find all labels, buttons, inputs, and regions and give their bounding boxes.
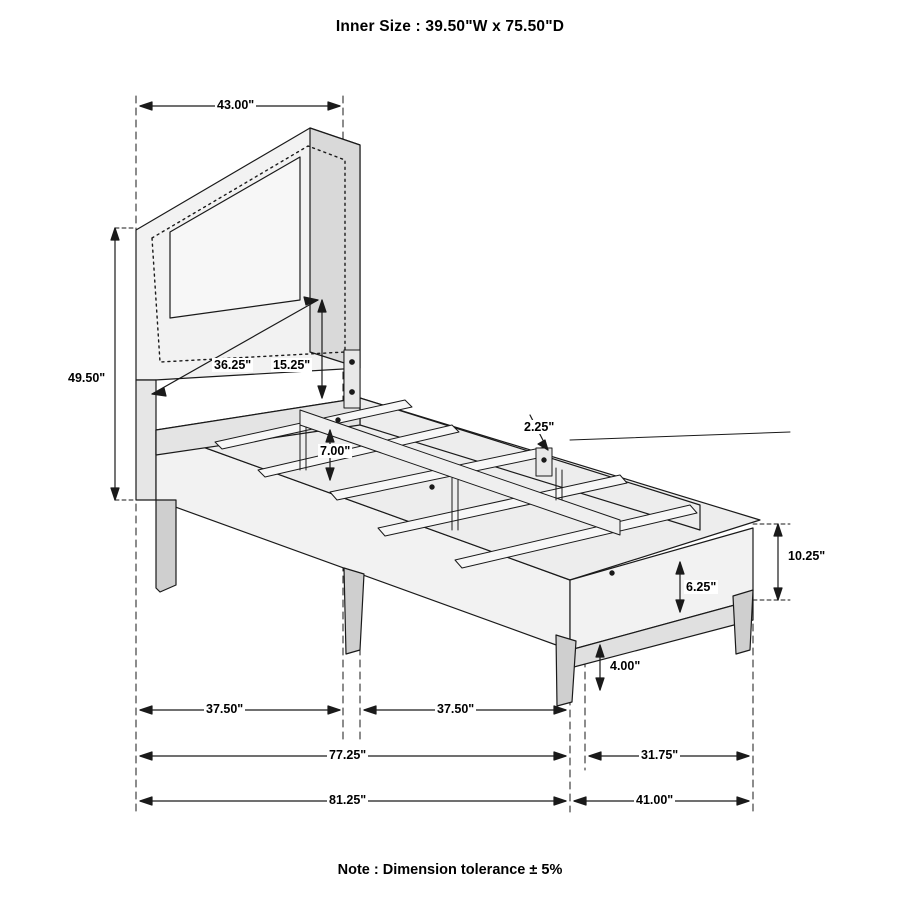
bracket-headboard — [344, 350, 360, 408]
dim-label-bracket-height: 2.25" — [524, 420, 555, 434]
leg-front-left — [156, 500, 176, 592]
reference-line-right — [570, 432, 790, 440]
dim-label-overall-height: 49.50" — [68, 371, 106, 385]
dim-label-headboard-panel-height: 36.25" — [214, 358, 252, 372]
bolt-1 — [350, 360, 355, 365]
leg-front-right — [556, 635, 576, 706]
dim-label-rear-half: 37.50" — [437, 702, 475, 716]
bolt-3 — [542, 458, 546, 462]
dim-label-footboard-depth: 31.75" — [641, 748, 679, 762]
dim-label-inner-length: 77.25" — [329, 748, 367, 762]
dim-label-headboard-width: 43.00" — [217, 98, 255, 112]
tolerance-note: Note : Dimension tolerance ± 5% — [337, 862, 563, 878]
dim-label-side-rail-height: 10.25" — [788, 549, 826, 563]
page-title: Inner Size : 39.50"W x 75.50"D — [335, 18, 565, 35]
dimline-leg-height — [596, 645, 604, 690]
dim-label-rail-to-headboard: 15.25" — [273, 358, 311, 372]
dim-label-overall-depth: 41.00" — [636, 793, 674, 807]
dim-label-overall-length: 81.25" — [329, 793, 367, 807]
leg-footboard-right — [733, 590, 753, 654]
headboard-side-face — [310, 128, 360, 368]
dim-label-slat-clearance: 7.00" — [320, 444, 351, 458]
headboard-leg-left — [136, 380, 156, 500]
bolt-2 — [350, 390, 355, 395]
dim-label-front-half: 37.50" — [206, 702, 244, 716]
dimline-side-rail-height — [753, 524, 790, 600]
dim-label-leg-height: 4.00" — [610, 659, 641, 673]
bolt-6 — [336, 418, 340, 422]
bolt-4 — [430, 485, 434, 489]
bolt-5 — [610, 571, 614, 575]
dim-label-rail-lower-height: 6.25" — [686, 580, 717, 594]
leg-front-mid — [344, 568, 364, 654]
